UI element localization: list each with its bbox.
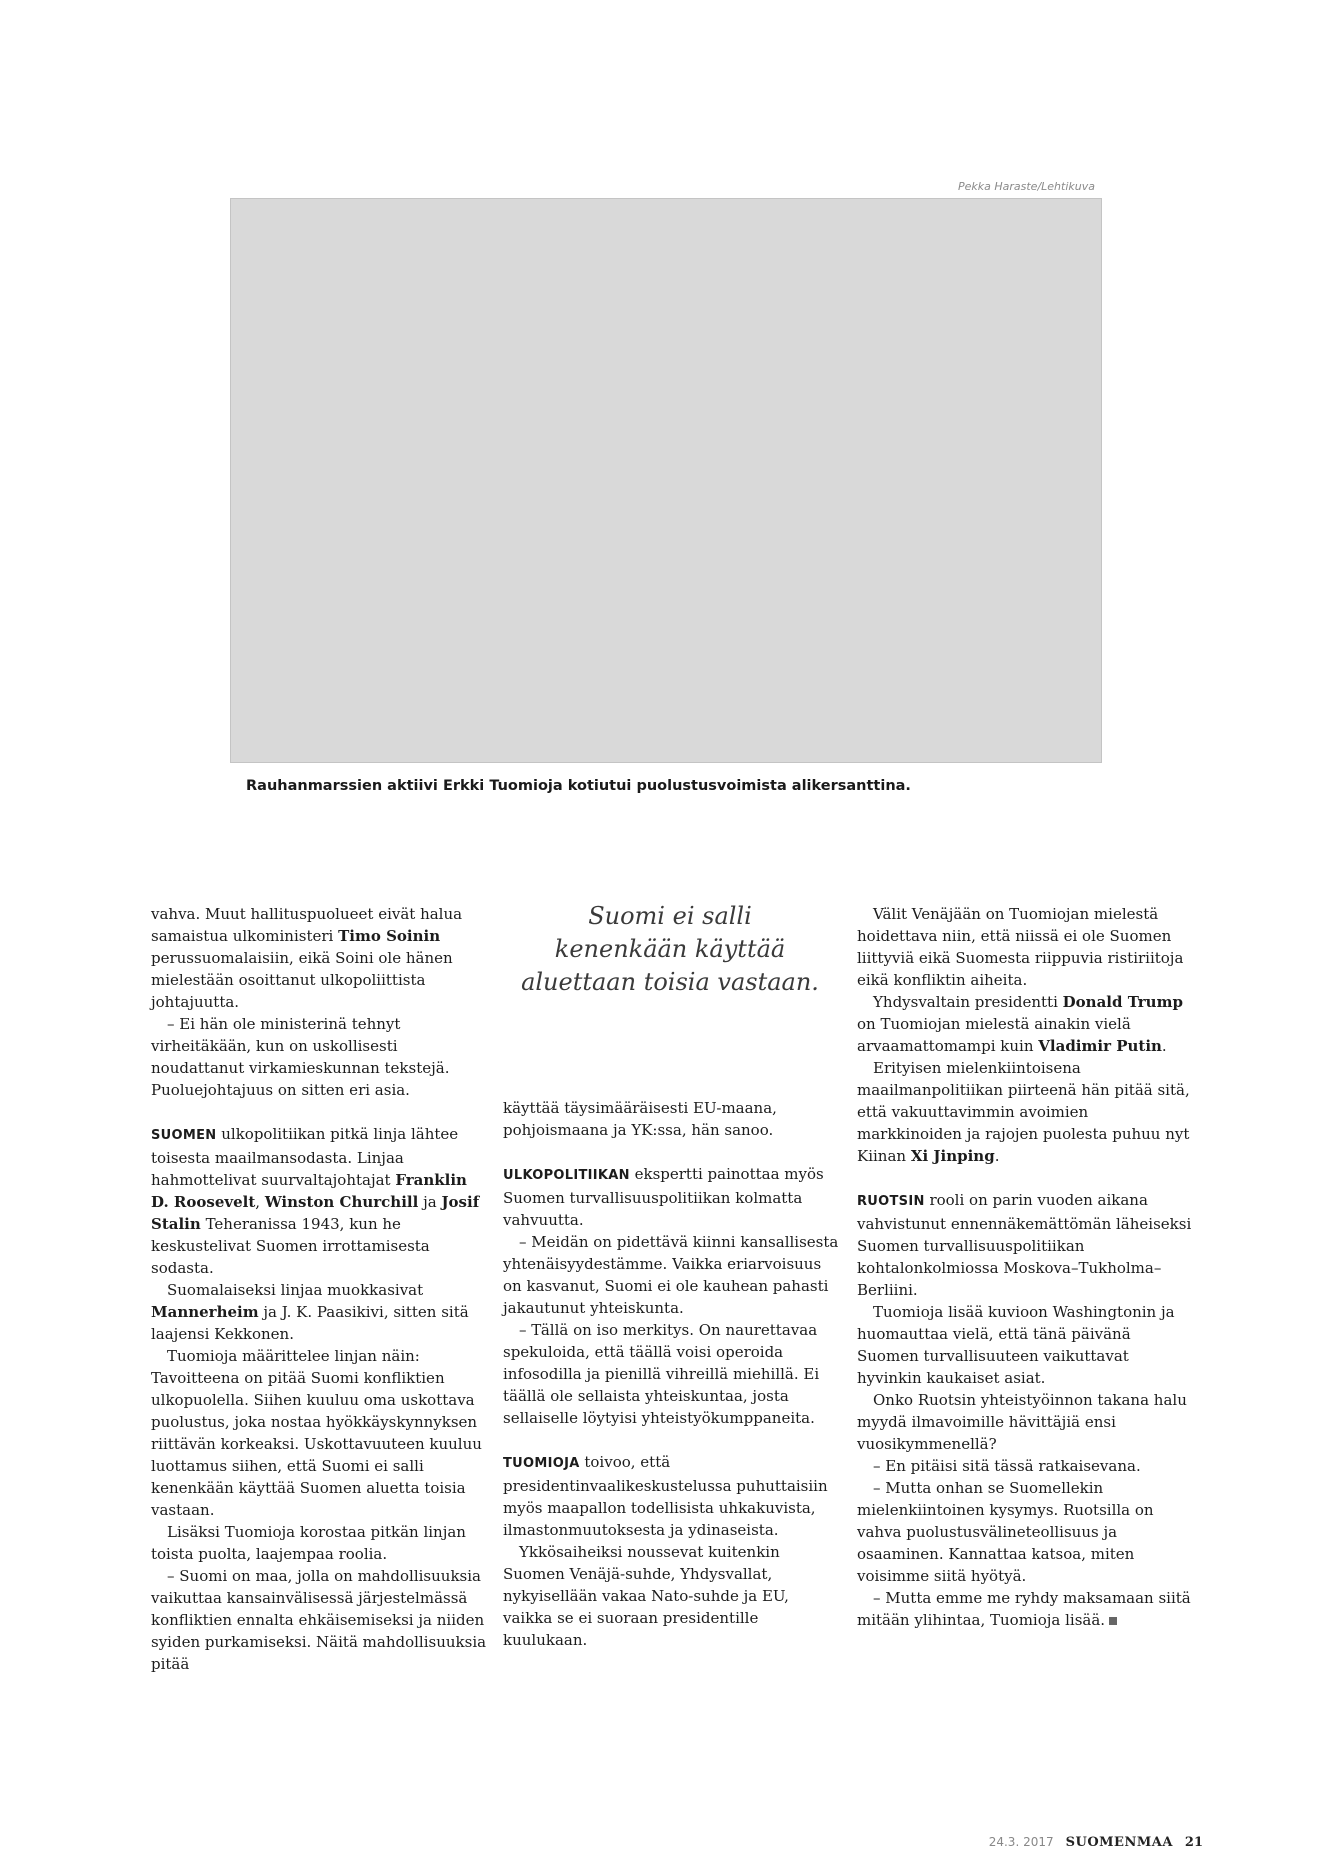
text-run: . [994,1147,1000,1165]
paragraph [151,903,487,1013]
photo-credit: Pekka Haraste/Lehtikuva [957,180,1095,193]
text-run: Tuomioja lisää kuvioon Washingtonin ja huomauttaa vielä, että tänä päivänä Suomen turvallisuuteen vaikuttavat hyvinkin kaukaiset asiat. [857,1303,1175,1387]
text-run: , [255,1193,265,1211]
text-column-2 [503,1097,839,1651]
bold-name: Franklin D. Roosevelt [151,1171,467,1211]
bold-name: Mannerheim [151,1303,259,1321]
text-run: Ykkösaiheiksi noussevat kuitenkin Suomen Venäjä-suhde, Yhdysvallat, nykyisellään vakaa Nato-suhde ja EU, vaikka se ei suoraan presidentille kuulukaan. [503,1543,789,1649]
text-run: – Mutta emme me ryhdy maksamaan siitä mitään ylihintaa, Tuomioja lisää. [857,1589,1191,1629]
paragraph [151,1279,487,1345]
bold-name: Donald Trump [1062,993,1183,1011]
text-run: – Tällä on iso merkitys. On naurettavaa spekuloida, että täällä voisi operoida infosodilla ja pienillä vihreillä miehillä. Ei täällä ole sellaista yhteiskuntaa, josta sellaiselle löytyisi yhteistyökumppaneita. [503,1321,820,1427]
paragraph [151,1013,487,1101]
paragraph [151,1565,487,1675]
text-run: – Mutta onhan se Suomellekin mielenkiintoinen kysymys. Ruotsilla on vahva puolustusvälineteollisuus ja osaaminen. Kannattaa katsoa, miten voisimme siitä hyötyä. [857,1479,1154,1585]
bold-name: Winston Churchill [264,1193,419,1211]
lead-in: TUOMIOJA [503,1456,580,1471]
paragraph [503,1231,839,1319]
lead-in: ULKOPOLITIIKAN [503,1168,630,1183]
text-run: käyttää täysimääräisesti EU-maana, pohjoismaana ja YK:ssa, hän sanoo. [503,1099,777,1139]
paragraph [857,1189,1193,1301]
text-run: toivoo, että presidentinvaalikeskustelussa puhuttaisiin myös maapallon todellisista uhkakuvista, ilmastonmuutoksesta ja ydinaseista. [503,1453,828,1539]
text-run: perussuomalaisiin, eikä Soini ole hänen mielestään osoittanut ulkopoliittista johtajuutta. [151,949,453,1011]
text-run: Yhdysvaltain presidentti [873,993,1063,1011]
paragraph [857,1477,1193,1587]
text-column-3 [857,903,1193,1631]
text-run: Tuomioja määrittelee linjan näin: Tavoitteena on pitää Suomi konfliktien ulkopuolella. Siihen kuuluu oma uskottava puolustus, joka nostaa hyökkäyskynnyksen riittävän korkeaksi. Uskottavuuteen kuuluu luottamus siihen, että Suomi ei salli kenenkään käyttää Suomen aluetta toisia vastaan. [151,1347,482,1519]
text-run: vahva. Muut hallituspuolueet eivät halua samaistua ulkoministeri [151,905,463,945]
bold-name: Vladimir Putin [1038,1037,1162,1055]
text-run: Onko Ruotsin yhteistyöinnon takana halu myydä ilmavoimille hävittäjiä ensi vuosikymmenellä? [857,1391,1187,1453]
issue-date: 24.3. 2017 [988,1835,1054,1849]
paragraph [857,903,1193,991]
paragraph [857,1057,1193,1167]
text-run: – En pitäisi sitä tässä ratkaisevana. [873,1457,1141,1475]
text-run: ja [418,1193,442,1211]
text-run: Välit Venäjään on Tuomiojan mielestä hoidettava niin, että niissä ei ole Suomen liittyviä eikä Suomesta riippuvia ristiriitoja eikä konfliktin aiheita. [857,905,1184,989]
text-run: Suomalaiseksi linjaa muokkasivat [167,1281,424,1299]
text-run: Teheranissa 1943, kun he keskustelivat Suomen irrottamisesta sodasta. [151,1215,430,1277]
paragraph [503,1097,839,1141]
text-run: – Meidän on pidettävä kiinni kansallisesta yhtenäisyydestämme. Vaikka eriarvoisuus on kasvanut, Suomi ei ole kauhean pahasti jakautunut yhteiskunta. [503,1233,839,1317]
text-run: ulkopolitiikan pitkä linja lähtee toisesta maailmansodasta. Linjaa hahmottelivat suurvaltajohtajat [151,1125,459,1189]
bold-name: Xi Jinping [910,1147,995,1165]
text-run: . [1161,1037,1167,1055]
page-footer [989,1835,1203,1850]
paragraph [151,1123,487,1279]
paragraph [857,991,1193,1057]
pull-quote: Suomi ei salli kenenkään käyttää aluettaan toisia vastaan. [521,902,819,996]
end-mark-icon [1109,1617,1117,1625]
text-run: – Ei hän ole ministerinä tehnyt virheitäkään, kun on uskollisesti noudattanut virkamieskunnan tekstejä. Puoluejohtajuus on sitten eri asia. [151,1015,450,1099]
text-run: ekspertti painottaa myös Suomen turvallisuuspolitiikan kolmatta vahvuutta. [503,1165,824,1229]
paragraph [151,1521,487,1565]
article-photo [230,198,1102,763]
bold-name: Timo Soinin [338,927,441,945]
photo-caption: Rauhanmarssien aktiivi Erkki Tuomioja kotiutui puolustusvoimista alikersanttina. [246,778,911,794]
paragraph [503,1163,839,1231]
magazine-name: SUOMENMAA [1065,1835,1173,1850]
text-run: Erityisen mielenkiintoisena maailmanpolitiikan piirteenä hän pitää sitä, että vakuuttavimmin avoimien markkinoiden ja rajojen puolesta puhuu nyt Kiinan [857,1059,1190,1165]
text-run: rooli on parin vuoden aikana vahvistunut ennennäkemättömän läheiseksi Suomen turvallisuuspolitiikan kohtalonkolmiossa Moskova–Tukholma–Berliini. [857,1191,1192,1299]
paragraph [857,1301,1193,1389]
text-run: Lisäksi Tuomioja korostaa pitkän linjan toista puolta, laajempaa roolia. [151,1523,466,1563]
lead-in: SUOMEN [151,1128,217,1143]
paragraph [857,1455,1193,1477]
text-column-1 [151,903,487,1675]
text-run: ja J. K. Paasikivi, sitten sitä laajensi Kekkonen. [151,1303,469,1343]
paragraph [857,1389,1193,1455]
page-number: 21 [1184,1835,1203,1850]
text-run: – Suomi on maa, jolla on mahdollisuuksia vaikuttaa kansainvälisessä järjestelmässä konfliktien ennalta ehkäisemiseksi ja niiden syiden purkamiseksi. Näitä mahdollisuuksia pitää [151,1567,487,1673]
paragraph [857,1587,1193,1631]
paragraph [503,1451,839,1541]
text-run: on Tuomiojan mielestä ainakin vielä arvaamattomampi kuin [857,1015,1131,1055]
bold-name: Josif Stalin [151,1193,480,1233]
lead-in: RUOTSIN [857,1194,925,1209]
paragraph [151,1345,487,1521]
paragraph [503,1319,839,1429]
paragraph [503,1541,839,1651]
